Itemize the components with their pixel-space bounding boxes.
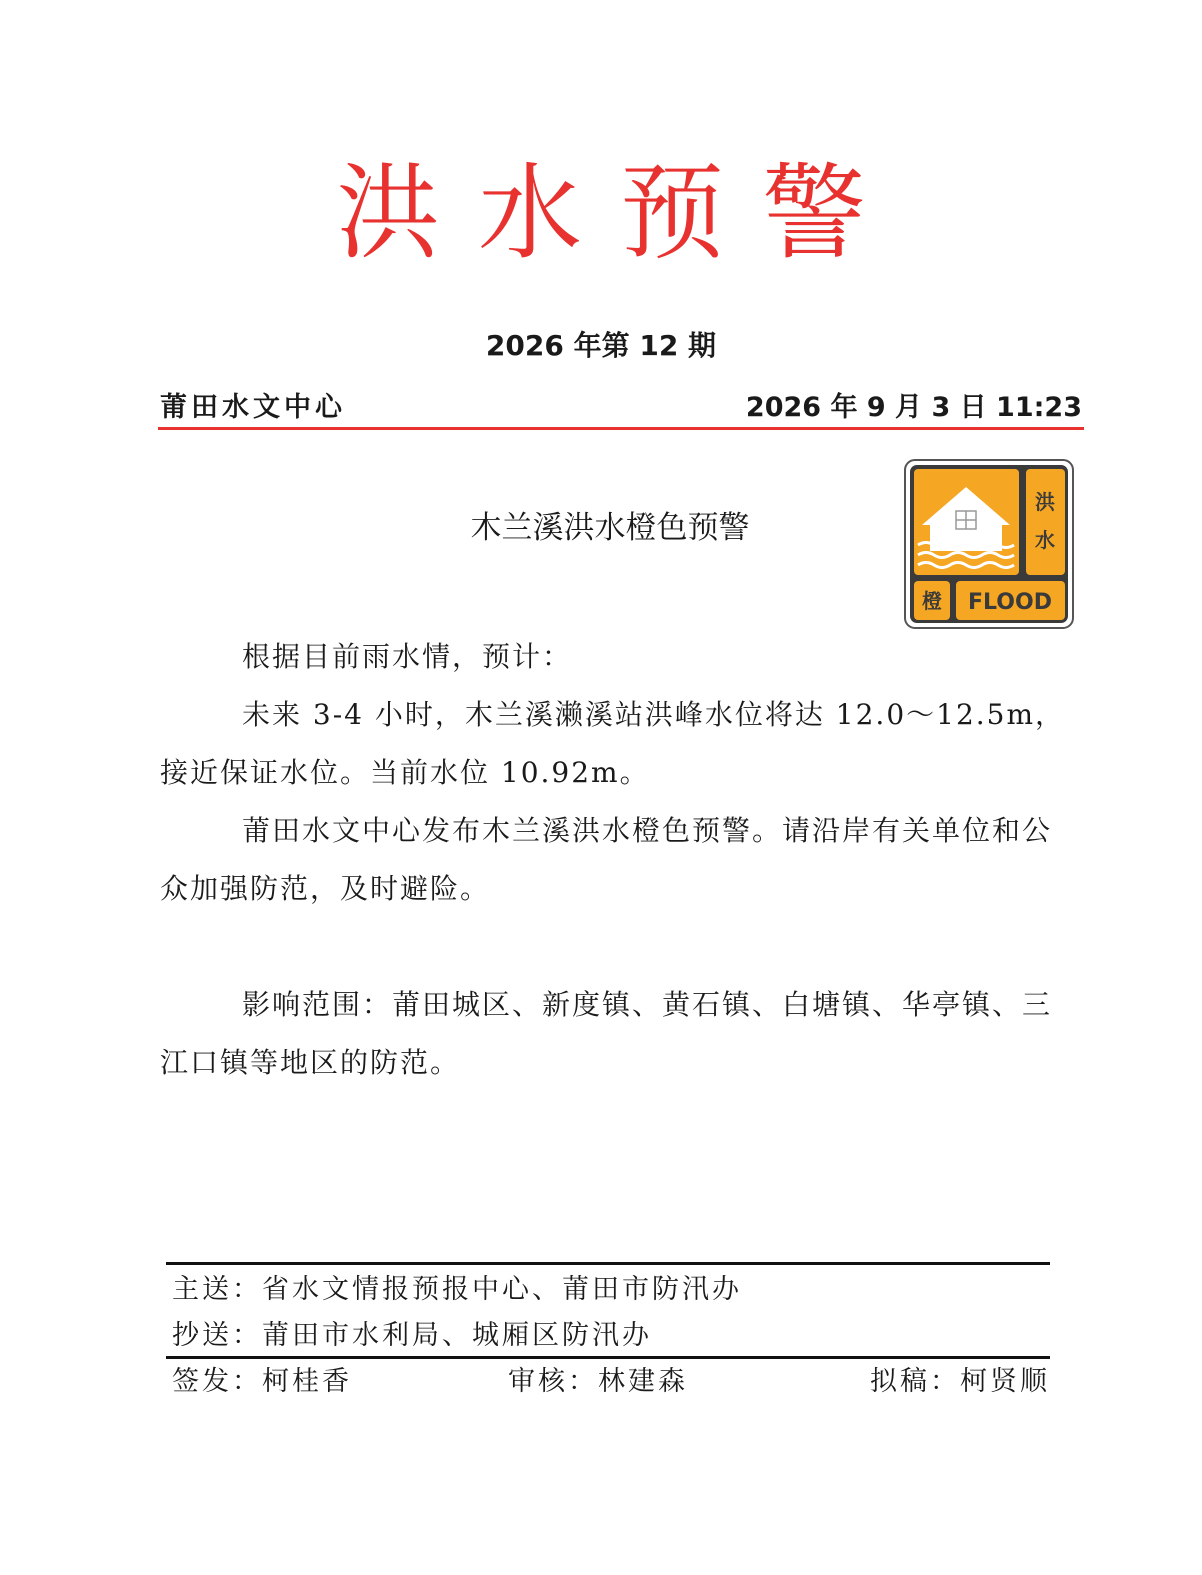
send-to-line: 主送：省水文情报预报中心、莆田市防汛办 xyxy=(172,1274,742,1305)
header-divider xyxy=(158,427,1084,430)
badge-flood-label: FLOOD xyxy=(968,590,1052,615)
drafted-by: 拟稿：柯贤顺 xyxy=(870,1366,1050,1397)
badge-side-char-1: 洪 xyxy=(1035,490,1055,514)
copy-to-line: 抄送：莆田市水利局、城厢区防汛办 xyxy=(172,1320,652,1351)
body-paragraph-forecast: 未来 3-4 小时，木兰溪濑溪站洪峰水位将达 12.0～12.5m，接近保证水位。当前水位 10.92m。 xyxy=(160,698,1066,789)
issue-datetime: 2026 年 9 月 3 日 11:23 xyxy=(745,392,1082,423)
body-paragraph-scope: 影响范围：莆田城区、新度镇、黄石镇、白塘镇、华亭镇、三江口镇等地区的防范。 xyxy=(160,988,1053,1079)
flood-warning-badge xyxy=(904,459,1074,629)
issuer-name: 莆田水文中心 xyxy=(160,392,346,423)
footer-middle-rule xyxy=(166,1356,1050,1359)
badge-level-char: 橙 xyxy=(922,589,942,613)
signed-by: 签发：柯桂香 xyxy=(172,1366,352,1397)
warning-body xyxy=(160,628,1070,1092)
warning-title: 木兰溪洪水橙色预警 xyxy=(470,510,750,546)
footer-top-rule xyxy=(166,1262,1050,1265)
body-paragraph-forecast-intro: 根据目前雨水情，预计： xyxy=(242,640,573,673)
body-paragraph-notice: 莆田水文中心发布木兰溪洪水橙色预警。请沿岸有关单位和公众加强防范，及时避险。 xyxy=(160,814,1053,905)
document-title: 洪水预警 xyxy=(335,152,904,274)
issue-number: 2026 年第 12 期 xyxy=(485,329,717,362)
reviewed-by: 审核：林建森 xyxy=(508,1366,688,1397)
badge-side-char-2: 水 xyxy=(1035,528,1055,552)
flooded-house-icon xyxy=(904,459,1074,629)
